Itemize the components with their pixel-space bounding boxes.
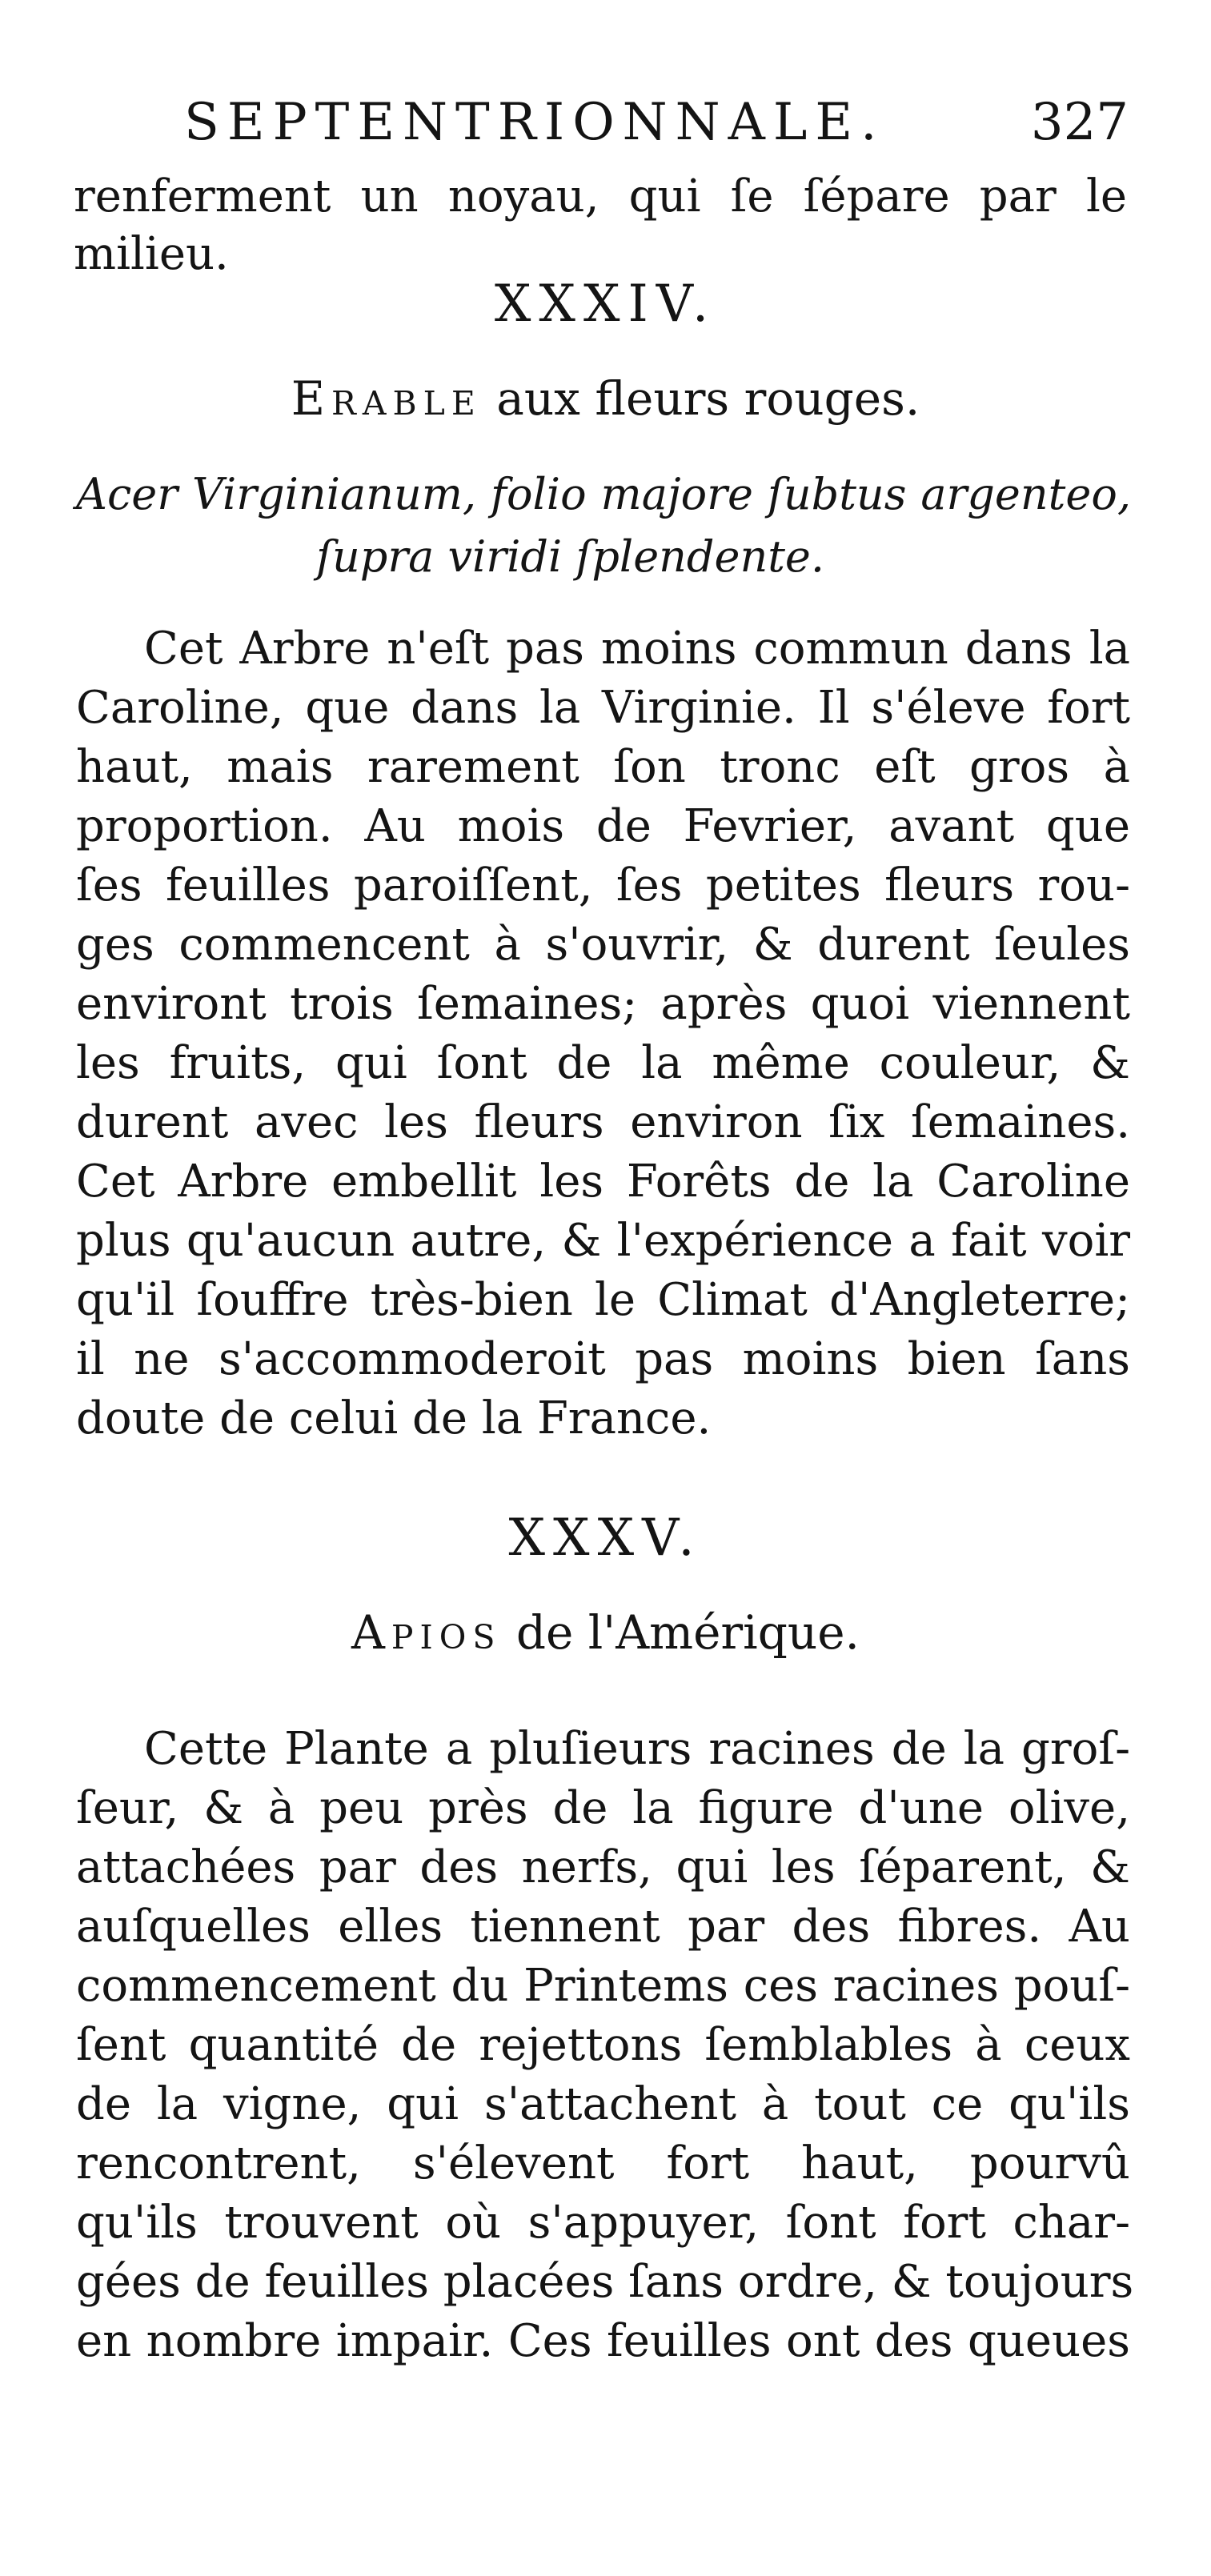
paragraph-35-line: de la vigne, qui s'attachent à tout ce qu'ils xyxy=(76,2078,1130,2130)
latin-name-line-2: ſupra viridi ſplendente. xyxy=(316,531,825,582)
paragraph-35-line: ſeur, & à peu près de la figure d'une olive, xyxy=(76,1782,1130,1834)
paragraph-34-line: Cet Arbre n'eſt pas moins commun dans la xyxy=(144,623,1130,675)
heading-rest-35: de l'Amérique. xyxy=(501,1605,860,1660)
continuation-line-2: milieu. xyxy=(74,228,229,280)
page-number: 327 xyxy=(1030,93,1129,152)
latin-name-line-1: Acer Virginianum, folio majore ſubtus argenteo, xyxy=(76,469,1131,519)
paragraph-34-line: doute de celui de la France. xyxy=(76,1392,712,1444)
paragraph-35-line: attachées par des nerfs, qui les ſéparent, & xyxy=(76,1841,1130,1893)
paragraph-34-line: Caroline, que dans la Virginie. Il s'éleve fort xyxy=(76,682,1130,734)
running-head xyxy=(184,86,1129,158)
paragraph-35-line: commencement du Printems ces racines pouſ- xyxy=(76,1960,1130,2012)
paragraph-35-line: auſquelles elles tiennent par des fibres. Au xyxy=(76,1901,1130,1953)
paragraph-35-line: ſent quantité de rejettons ſemblables à ceux xyxy=(76,2019,1130,2071)
paragraph-35-line: qu'ils trouvent où s'appuyer, ſont fort char- xyxy=(76,2197,1130,2249)
paragraph-34-line: il ne s'accommoderoit pas moins bien ſans xyxy=(76,1333,1130,1385)
paragraph-34-line: ges commencent à s'ouvrir, & durent ſeules xyxy=(76,919,1130,971)
paragraph-35-line: gées de feuilles placées ſans ordre, & toujours xyxy=(76,2256,1134,2308)
paragraph-34-line: plus qu'aucun autre, & l'expérience a fait voir xyxy=(76,1215,1130,1267)
heading-smallcaps-34: Erable xyxy=(291,371,482,426)
paragraph-34-line: Cet Arbre embellit les Forêts de la Caroline xyxy=(76,1156,1130,1208)
running-title: SEPTENTRIONNALE. xyxy=(184,93,885,152)
paragraph-34-line: haut, mais rarement ſon tronc eſt gros à xyxy=(76,741,1130,793)
continuation-line-1: renferment un noyau, qui ſe ſépare par le xyxy=(74,170,1127,222)
paragraph-34-line: proportion. Au mois de Fevrier, avant que xyxy=(76,800,1130,852)
paragraph-34-line: durent avec les fleurs environ ſix ſemaines. xyxy=(76,1096,1130,1148)
paragraph-34-line: ſes feuilles paroiſſent, ſes petites fleurs rou- xyxy=(76,859,1130,911)
section-heading-34 xyxy=(0,367,1211,431)
section-heading-35 xyxy=(0,1600,1211,1665)
heading-smallcaps-35: Apios xyxy=(351,1605,502,1660)
paragraph-35-line: en nombre impair. Ces feuilles ont des queues xyxy=(76,2315,1130,2367)
section-number-34: XXXIV. xyxy=(494,274,717,334)
paragraph-35-line: Cette Plante a pluſieurs racines de la groſ- xyxy=(144,1723,1130,1775)
heading-rest-34: aux fleurs rouges. xyxy=(481,371,920,426)
paragraph-35-line: rencontrent, s'élevent fort haut, pourvû xyxy=(76,2137,1130,2189)
paragraph-34-line: les fruits, qui ſont de la même couleur, & xyxy=(76,1037,1130,1089)
section-number-35: XXXV. xyxy=(508,1508,703,1568)
paragraph-34-line: qu'il ſouffre très-bien le Climat d'Angleterre; xyxy=(76,1274,1130,1326)
paragraph-34-line: environt trois ſemaines; après quoi viennent xyxy=(76,978,1130,1030)
